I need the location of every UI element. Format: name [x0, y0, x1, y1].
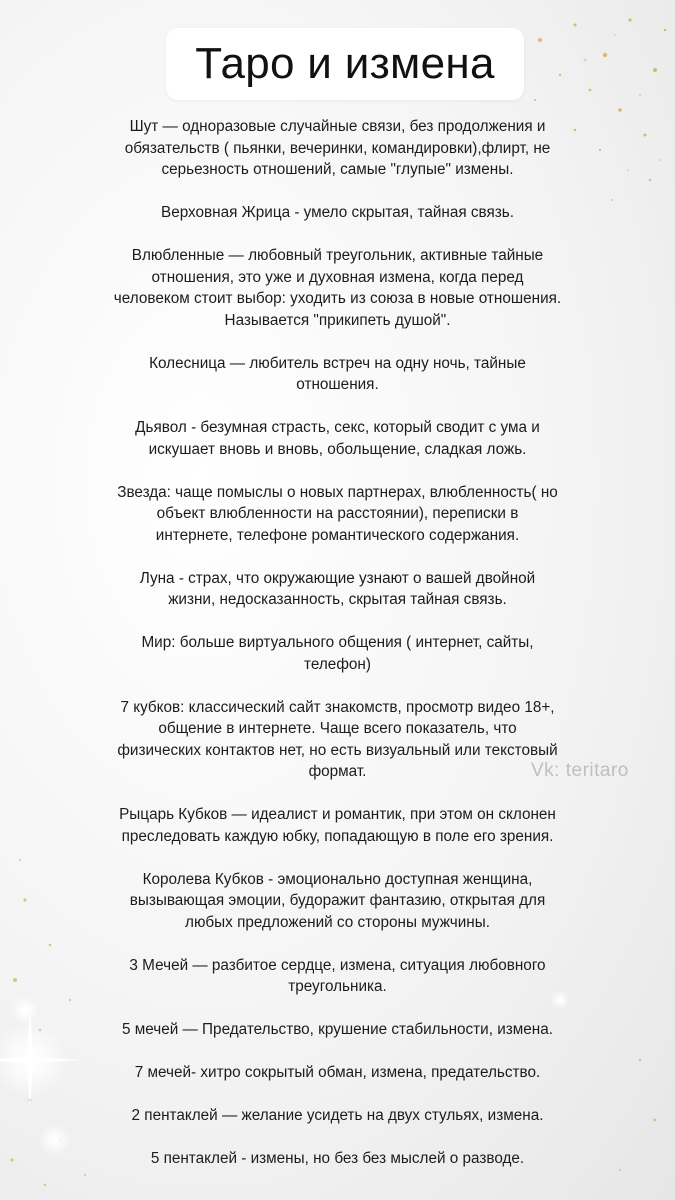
text-line: физических контактов нет, но есть визуальный или текстовый — [117, 741, 558, 759]
text-line: преследовать каждую юбку, попадающую в поле его зрения. — [121, 827, 554, 845]
text-line: 3 Мечей — разбитое сердце, измена, ситуация любовного — [129, 956, 546, 974]
text-line: Колесница — любитель встреч на одну ночь, тайные — [149, 354, 526, 372]
text-line: Звезда: чаще помыслы о новых партнерах, влюбленность( но — [117, 483, 558, 501]
card-meaning-paragraph — [60, 568, 615, 611]
card-meaning-paragraph — [60, 202, 615, 224]
text-line: интернете, телефоне романтического содержания. — [155, 526, 520, 544]
text-line: Королева Кубков - эмоционально доступная женщина, — [142, 870, 533, 888]
title-card — [166, 28, 524, 100]
text-line: отношения. — [296, 376, 379, 393]
text-line: 2 пентаклей — желание усидеть на двух стульях, измена. — [131, 1107, 544, 1124]
text-line: любых предложений со стороны мужчины. — [185, 913, 490, 931]
page-title: Таро и измена — [195, 39, 495, 88]
text-line: обязательств ( пьянки, вечеринки, командировки),флирт, не — [124, 139, 551, 157]
text-line: отношения, это уже и духовная измена, когда перед — [151, 268, 524, 286]
text-line: Дьявол - безумная страсть, секс, который сводит с ума и — [135, 419, 540, 436]
text-line: 5 пентаклей - измены, но без без мыслей о разводе. — [150, 1150, 525, 1167]
watermark: Vk: teritaro — [531, 760, 629, 781]
text-line: Влюбленные — любовный треугольник, активные тайные — [131, 247, 544, 264]
text-line: жизни, недосказанность, скрытая тайная связь. — [168, 591, 507, 608]
text-line: человеком стоит выбор: уходить из союза в новые отношения. — [113, 290, 562, 307]
card-meaning-paragraph — [60, 1062, 615, 1084]
text-line: телефон) — [304, 655, 371, 673]
card-meaning-paragraph — [60, 482, 615, 547]
text-line: объект влюбленности на расстоянии), переписки в — [156, 505, 519, 522]
card-meaning-paragraph — [60, 1105, 615, 1127]
text-body — [60, 116, 615, 1191]
text-line: серьезность отношений, самые "глупые" измены. — [161, 161, 514, 178]
text-line: искушает вновь и вновь, обольщение, сладкая ложь. — [148, 440, 527, 458]
text-line: формат. — [308, 763, 367, 780]
card-meaning-paragraph — [60, 353, 615, 396]
card-meaning-paragraph — [60, 417, 615, 460]
text-line: 7 кубков: классический сайт знакомств, просмотр видео 18+, — [120, 698, 555, 716]
text-line: Называется "прикипеть душой". — [224, 311, 451, 329]
card-meaning-paragraph — [60, 245, 615, 331]
text-line: 7 мечей- хитро сокрытый обман, измена, предательство. — [134, 1064, 541, 1081]
text-line: Верховная Жрица - умело скрытая, тайная связь. — [161, 204, 514, 221]
card-meaning-paragraph — [60, 804, 615, 847]
card-meaning-paragraph — [60, 869, 615, 934]
card-meaning-paragraph — [60, 632, 615, 675]
card-meaning-paragraph — [60, 116, 615, 181]
text-line: общение в интернете. Чаще всего показатель, что — [158, 720, 517, 737]
text-line: вызывающая эмоции, будоражит фантазию, открытая для — [129, 892, 546, 909]
card-meaning-paragraph — [60, 955, 615, 998]
text-line: Рыцарь Кубков — идеалист и романтик, при этом он склонен — [119, 806, 556, 823]
text-line: Луна - страх, что окружающие узнают о вашей двойной — [139, 569, 536, 587]
text-line: Шут — одноразовые случайные связи, без продолжения и — [129, 118, 546, 135]
text-line: 5 мечей — Предательство, крушение стабильности, измена. — [121, 1021, 554, 1038]
text-line: Мир: больше виртуального общения ( интернет, сайты, — [141, 634, 534, 651]
card-meaning-paragraph — [60, 1148, 615, 1170]
card-meaning-paragraph — [60, 1019, 615, 1041]
text-line: треугольника. — [288, 978, 387, 995]
